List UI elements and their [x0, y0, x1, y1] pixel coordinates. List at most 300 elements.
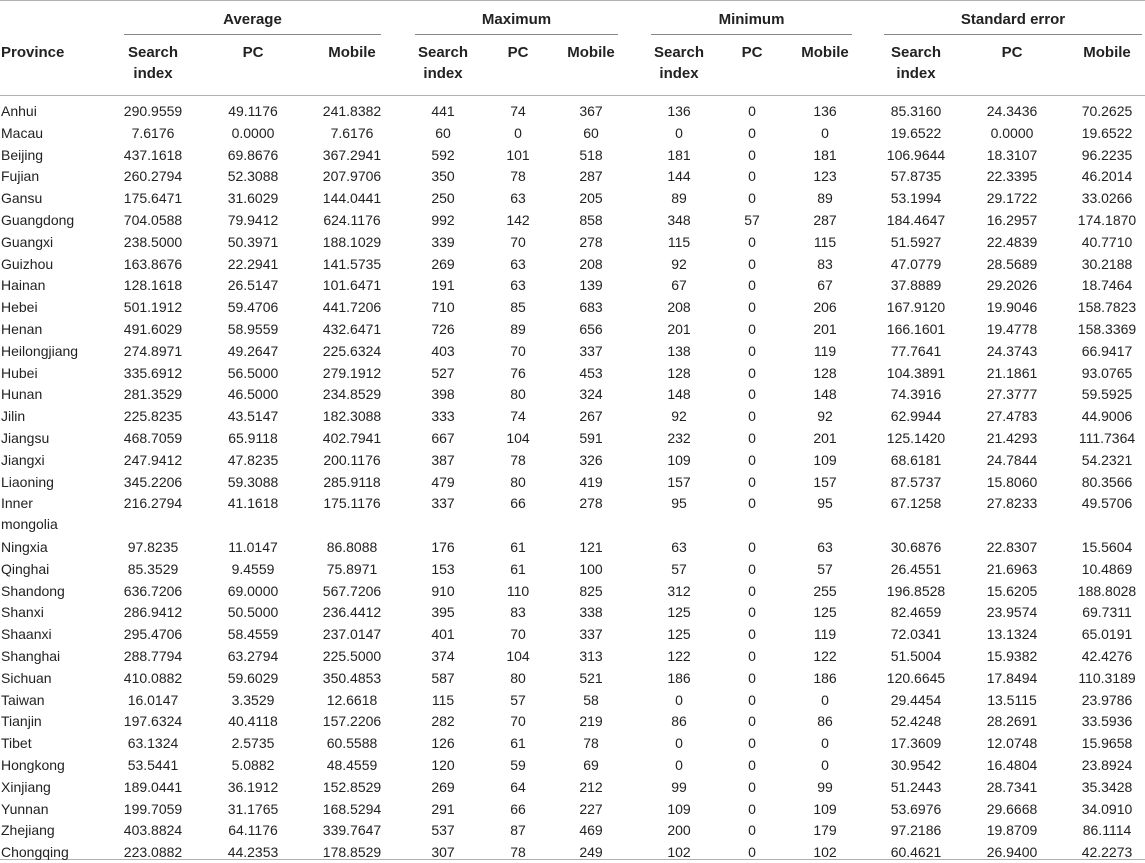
value-cell: 395 — [431, 604, 455, 621]
value-cell: 24.7844 — [986, 451, 1038, 468]
value-cell: 0 — [748, 386, 756, 403]
province-cell: Beijing — [1, 146, 44, 163]
group-underline — [415, 34, 618, 35]
group-header: Average — [223, 11, 282, 28]
value-cell: 30.2188 — [1081, 255, 1133, 272]
value-cell: 58 — [583, 691, 599, 708]
value-cell: 34.0910 — [1081, 800, 1133, 817]
value-cell: 402.7941 — [322, 430, 382, 446]
value-cell: 188.1029 — [322, 233, 382, 250]
value-cell: 0 — [821, 757, 829, 773]
value-cell: 324 — [579, 386, 603, 403]
value-cell: 50.5000 — [227, 604, 279, 621]
value-cell: 197.6324 — [123, 713, 183, 730]
value-cell: 29.6668 — [986, 800, 1038, 817]
value-cell: 22.8307 — [986, 539, 1038, 555]
province-header: Province — [1, 44, 65, 61]
group-header: Standard error — [960, 11, 1066, 28]
value-cell: 287 — [579, 168, 603, 185]
value-cell: 125 — [667, 626, 691, 643]
value-cell: 59.6029 — [227, 669, 279, 686]
value-cell: 0 — [748, 495, 756, 512]
value-cell: 367.2941 — [322, 146, 382, 163]
value-cell: 123 — [813, 168, 837, 185]
province-cell: Shandong — [1, 582, 65, 599]
value-cell: 96.2235 — [1081, 146, 1133, 163]
value-cell: 62.9944 — [890, 408, 942, 425]
value-cell: 33.5936 — [1081, 713, 1133, 730]
column-header: Mobile — [801, 44, 849, 61]
value-cell: 42.4276 — [1081, 648, 1133, 664]
value-cell: 247.9412 — [123, 451, 183, 468]
value-cell: 102 — [667, 844, 691, 861]
value-cell: 23.9786 — [1081, 691, 1133, 708]
value-cell: 0 — [748, 648, 756, 664]
value-cell: 65.9118 — [228, 430, 278, 446]
value-cell: 19.8709 — [986, 822, 1038, 839]
value-cell: 374 — [431, 648, 455, 664]
value-cell: 85.3160 — [890, 103, 942, 119]
value-cell: 636.7206 — [123, 582, 183, 599]
value-cell: 120.6645 — [886, 669, 946, 686]
value-cell: 49.5706 — [1081, 495, 1133, 512]
value-cell: 191 — [431, 277, 455, 294]
value-cell: 286.9412 — [123, 604, 183, 621]
value-cell: 21.4293 — [986, 430, 1038, 446]
value-cell: 138 — [667, 342, 691, 359]
value-cell: 189.0441 — [123, 778, 183, 795]
value-cell: 44.2353 — [227, 844, 279, 861]
value-cell: 176 — [431, 539, 455, 555]
value-cell: 350.4853 — [322, 669, 382, 686]
province-cell: Shaanxi — [1, 626, 52, 643]
value-cell: 339 — [431, 233, 455, 250]
value-cell: 52.3088 — [227, 168, 279, 185]
value-cell: 0 — [748, 822, 756, 839]
province-cell: Tibet — [1, 735, 32, 752]
value-cell: 350 — [431, 168, 455, 185]
value-cell: 0 — [748, 669, 756, 686]
value-cell: 29.2026 — [986, 277, 1038, 294]
province-cell: Jiangsu — [1, 430, 50, 446]
value-cell: 92 — [671, 408, 687, 425]
value-cell: 77.7641 — [890, 342, 942, 359]
value-cell: 51.5004 — [890, 648, 942, 664]
value-cell: 85.3529 — [127, 560, 179, 577]
value-cell: 128.1618 — [123, 277, 183, 294]
province-cell: Xinjiang — [1, 778, 51, 795]
value-cell: 40.4118 — [228, 713, 278, 730]
value-cell: 141.5735 — [322, 255, 382, 272]
value-cell: 28.5689 — [986, 255, 1038, 272]
value-cell: 18.7464 — [1081, 277, 1133, 294]
value-cell: 0 — [748, 473, 756, 490]
value-cell: 86.8088 — [326, 539, 378, 555]
value-cell: 60.5588 — [326, 735, 378, 752]
value-cell: 36.1912 — [227, 778, 279, 795]
value-cell: 110 — [506, 582, 530, 599]
value-cell: 401 — [431, 626, 455, 643]
value-cell: 419 — [579, 473, 603, 490]
province-cell: Zhejiang — [1, 822, 55, 839]
value-cell: 27.8233 — [986, 495, 1038, 512]
value-cell: 109 — [667, 451, 691, 468]
value-cell: 72.0341 — [890, 626, 942, 643]
value-cell: 153 — [431, 560, 455, 577]
top-rule — [0, 0, 1145, 1]
value-cell: 12.6618 — [326, 691, 378, 708]
value-cell: 67 — [817, 277, 833, 294]
value-cell: 288.7794 — [123, 648, 183, 664]
value-cell: 65.0191 — [1081, 626, 1133, 643]
value-cell: 269 — [431, 255, 455, 272]
column-header: PC — [242, 44, 264, 61]
value-cell: 87.5737 — [890, 473, 942, 490]
value-cell: 432.6471 — [322, 321, 382, 337]
value-cell: 13.5115 — [987, 691, 1037, 708]
province-cell: Hongkong — [1, 757, 65, 773]
value-cell: 26.5147 — [227, 277, 279, 294]
value-cell: 33.0266 — [1081, 190, 1133, 207]
value-cell: 279.1912 — [322, 364, 382, 381]
value-cell: 592 — [431, 146, 455, 163]
value-cell: 0 — [748, 778, 756, 795]
value-cell: 29.1722 — [986, 190, 1038, 207]
value-cell: 144.0441 — [322, 190, 382, 207]
value-cell: 181 — [813, 146, 837, 163]
province-cell: Tianjin — [1, 713, 42, 730]
value-cell: 63 — [510, 277, 526, 294]
value-cell: 74 — [510, 103, 526, 119]
value-cell: 78 — [510, 451, 526, 468]
value-cell: 26.4551 — [890, 560, 942, 577]
value-cell: 196.8528 — [886, 582, 946, 599]
value-cell: 115 — [431, 691, 455, 708]
value-cell: 348 — [667, 212, 691, 228]
value-cell: 111.7364 — [1078, 430, 1136, 446]
value-cell: 278 — [579, 233, 603, 250]
value-cell: 178.8529 — [322, 844, 382, 861]
value-cell: 51.2443 — [890, 778, 942, 795]
value-cell: 0 — [821, 124, 829, 141]
value-cell: 23.9574 — [986, 604, 1038, 621]
value-cell: 337 — [579, 342, 603, 359]
value-cell: 0 — [748, 342, 756, 359]
value-cell: 104 — [506, 648, 530, 664]
value-cell: 115 — [813, 233, 837, 250]
value-cell: 54.2321 — [1081, 451, 1133, 468]
value-cell: 50.3971 — [227, 233, 279, 250]
value-cell: 0 — [748, 277, 756, 294]
value-cell: 0 — [821, 735, 829, 752]
value-cell: 46.5000 — [227, 386, 279, 403]
value-cell: 267 — [579, 408, 603, 425]
value-cell: 587 — [431, 669, 455, 686]
value-cell: 119 — [813, 626, 837, 643]
value-cell: 89 — [817, 190, 833, 207]
value-cell: 410.0882 — [123, 669, 183, 686]
value-cell: 157 — [667, 473, 691, 490]
value-cell: 667 — [431, 430, 455, 446]
value-cell: 46.2014 — [1081, 168, 1133, 185]
value-cell: 42.2273 — [1081, 844, 1133, 861]
value-cell: 13.1324 — [986, 626, 1038, 643]
value-cell: 0 — [748, 735, 756, 752]
value-cell: 157.2206 — [322, 713, 382, 730]
value-cell: 9.4559 — [231, 560, 275, 577]
value-cell: 469 — [579, 822, 603, 839]
value-cell: 0 — [748, 190, 756, 207]
value-cell: 122 — [813, 648, 837, 664]
value-cell: 67.1258 — [890, 495, 942, 512]
value-cell: 335.6912 — [123, 364, 183, 381]
value-cell: 24.3436 — [986, 103, 1038, 119]
value-cell: 152.8529 — [322, 778, 382, 795]
value-cell: 49.1176 — [228, 103, 278, 119]
value-cell: 710 — [431, 299, 455, 316]
value-cell: 126 — [431, 735, 455, 752]
value-cell: 0 — [748, 713, 756, 730]
value-cell: 128 — [667, 364, 691, 381]
value-cell: 74.3916 — [890, 386, 942, 403]
value-cell: 0 — [748, 451, 756, 468]
value-cell: 17.3609 — [890, 735, 942, 752]
value-cell: 219 — [579, 713, 603, 730]
value-cell: 158.7823 — [1077, 299, 1137, 316]
value-cell: 58.9559 — [227, 321, 279, 337]
value-cell: 167.9120 — [886, 299, 946, 316]
province-cell: Anhui — [1, 103, 37, 119]
value-cell: 69.8676 — [227, 146, 279, 163]
value-cell: 0 — [748, 321, 756, 337]
value-cell: 75.8971 — [326, 560, 378, 577]
value-cell: 0 — [748, 124, 756, 141]
value-cell: 92 — [671, 255, 687, 272]
value-cell: 136 — [667, 103, 691, 119]
value-cell: 15.9658 — [1081, 735, 1133, 752]
value-cell: 70 — [510, 713, 526, 730]
value-cell: 102 — [813, 844, 837, 861]
value-cell: 225.6324 — [322, 342, 382, 359]
value-cell: 0 — [748, 146, 756, 163]
value-cell: 78 — [510, 844, 526, 861]
value-cell: 992 — [431, 212, 455, 228]
value-cell: 60.4621 — [890, 844, 942, 861]
value-cell: 30.6876 — [890, 539, 942, 555]
value-cell: 19.6522 — [1081, 124, 1133, 141]
value-cell: 624.1176 — [323, 212, 381, 228]
value-cell: 281.3529 — [123, 386, 183, 403]
value-cell: 59.5925 — [1081, 386, 1133, 403]
province-cell: Liaoning — [1, 473, 54, 490]
value-cell: 125 — [667, 604, 691, 621]
value-cell: 208 — [579, 255, 603, 272]
value-cell: 66 — [510, 800, 526, 817]
value-cell: 236.4412 — [322, 604, 382, 621]
value-cell: 223.0882 — [123, 844, 183, 861]
value-cell: 148 — [813, 386, 837, 403]
value-cell: 15.6205 — [986, 582, 1038, 599]
value-cell: 89 — [510, 321, 526, 337]
value-cell: 61 — [510, 560, 526, 577]
value-cell: 28.7341 — [986, 778, 1038, 795]
value-cell: 313 — [579, 648, 603, 664]
value-cell: 43.5147 — [227, 408, 279, 425]
value-cell: 0 — [748, 408, 756, 425]
value-cell: 85 — [510, 299, 526, 316]
value-cell: 15.5604 — [1081, 539, 1133, 555]
value-cell: 201 — [667, 321, 691, 337]
value-cell: 63 — [671, 539, 687, 555]
value-cell: 212 — [579, 778, 603, 795]
value-cell: 51.5927 — [890, 233, 942, 250]
value-cell: 40.7710 — [1081, 233, 1133, 250]
value-cell: 67 — [671, 277, 687, 294]
value-cell: 0 — [748, 539, 756, 555]
value-cell: 200 — [667, 822, 691, 839]
value-cell: 60 — [435, 124, 451, 141]
value-cell: 47.0779 — [890, 255, 942, 272]
province-cell: Ningxia — [1, 539, 48, 555]
value-cell: 28.2691 — [986, 713, 1038, 730]
value-cell: 139 — [579, 277, 603, 294]
value-cell: 250 — [431, 190, 455, 207]
value-cell: 501.1912 — [123, 299, 183, 316]
value-cell: 518 — [579, 146, 603, 163]
value-cell: 121 — [579, 539, 603, 555]
province-cell: Shanghai — [1, 648, 61, 664]
value-cell: 181 — [667, 146, 691, 163]
value-cell: 109 — [667, 800, 691, 817]
value-cell: 49.2647 — [227, 342, 279, 359]
value-cell: 206 — [813, 299, 837, 316]
value-cell: 208 — [667, 299, 691, 316]
value-cell: 56.5000 — [227, 364, 279, 381]
value-cell: 57 — [671, 560, 687, 577]
province-cell: Henan — [1, 321, 43, 337]
value-cell: 537 — [431, 822, 455, 839]
value-cell: 255 — [813, 582, 837, 599]
value-cell: 63 — [817, 539, 833, 555]
province-cell: Sichuan — [1, 669, 52, 686]
value-cell: 345.2206 — [123, 473, 183, 490]
value-cell: 109 — [813, 451, 837, 468]
value-cell: 238.5000 — [123, 233, 183, 250]
value-cell: 19.9046 — [986, 299, 1038, 316]
value-cell: 26.9400 — [986, 844, 1038, 861]
value-cell: 858 — [579, 212, 603, 228]
value-cell: 0 — [748, 168, 756, 185]
value-cell: 27.4783 — [986, 408, 1038, 425]
value-cell: 200.1176 — [323, 451, 381, 468]
value-cell: 0 — [748, 582, 756, 599]
province-cell: Shanxi — [1, 604, 44, 621]
value-cell: 441.7206 — [322, 299, 382, 316]
value-cell: 128 — [813, 364, 837, 381]
value-cell: 29.4454 — [890, 691, 942, 708]
value-cell: 199.7059 — [123, 800, 183, 817]
value-cell: 338 — [579, 604, 603, 621]
value-cell: 22.3395 — [986, 168, 1038, 185]
value-cell: 120 — [431, 757, 455, 773]
province-cell: Hainan — [1, 277, 46, 294]
value-cell: 69.0000 — [227, 582, 279, 599]
value-cell: 41.1618 — [227, 495, 279, 512]
value-cell: 80.3566 — [1081, 473, 1133, 490]
value-cell: 234.8529 — [322, 386, 382, 403]
value-cell: 142 — [506, 212, 530, 228]
value-cell: 70 — [510, 233, 526, 250]
value-cell: 66 — [510, 495, 526, 512]
value-cell: 479 — [431, 473, 455, 490]
column-header: PC — [507, 44, 529, 61]
column-header: PC — [1001, 44, 1023, 61]
value-cell: 148 — [667, 386, 691, 403]
value-cell: 333 — [431, 408, 455, 425]
value-cell: 53.1994 — [890, 190, 942, 207]
value-cell: 491.6029 — [123, 321, 183, 337]
province-cell: Hebei — [1, 299, 38, 316]
value-cell: 78 — [510, 168, 526, 185]
value-cell: 57.8735 — [890, 168, 942, 185]
value-cell: 3.3529 — [231, 691, 275, 708]
value-cell: 7.6176 — [330, 124, 374, 141]
value-cell: 0.0000 — [990, 124, 1034, 141]
value-cell: 0 — [748, 757, 756, 773]
value-cell: 19.4778 — [986, 321, 1038, 337]
value-cell: 70 — [510, 342, 526, 359]
value-cell: 260.2794 — [123, 168, 183, 185]
province-cell: Macau — [1, 124, 44, 141]
province-cell: Heilongjiang — [1, 342, 79, 359]
value-cell: 0 — [748, 691, 756, 708]
column-header: Search index — [890, 44, 942, 82]
value-cell: 527 — [431, 364, 455, 381]
value-cell: 82.4659 — [890, 604, 942, 621]
value-cell: 68.6181 — [890, 451, 942, 468]
value-cell: 201 — [813, 430, 837, 446]
value-cell: 168.5294 — [322, 800, 382, 817]
value-cell: 100 — [579, 560, 603, 577]
column-header: Search index — [653, 44, 705, 82]
value-cell: 63.1324 — [127, 735, 179, 752]
column-header: Mobile — [1083, 44, 1131, 61]
value-cell: 0 — [748, 800, 756, 817]
value-cell: 367 — [579, 103, 603, 119]
column-header: Search index — [417, 44, 469, 82]
value-cell: 339.7647 — [322, 822, 382, 839]
value-cell: 122 — [667, 648, 691, 664]
value-cell: 104 — [506, 430, 530, 446]
value-cell: 59.3088 — [227, 473, 279, 490]
group-header: Minimum — [718, 11, 785, 28]
value-cell: 95 — [817, 495, 833, 512]
value-cell: 22.4839 — [986, 233, 1038, 250]
value-cell: 69 — [583, 757, 599, 773]
value-cell: 79.9412 — [227, 212, 279, 228]
province-cell: Fujian — [1, 168, 40, 185]
value-cell: 188.8028 — [1077, 582, 1137, 599]
province-cell: Taiwan — [1, 691, 45, 708]
value-cell: 17.8494 — [986, 669, 1038, 686]
value-cell: 0 — [675, 735, 683, 752]
value-cell: 16.0147 — [127, 691, 179, 708]
value-cell: 282 — [431, 713, 455, 730]
value-cell: 53.6976 — [890, 800, 942, 817]
value-cell: 110.3189 — [1078, 669, 1136, 686]
value-cell: 0 — [675, 757, 683, 773]
value-cell: 656 — [579, 321, 603, 337]
